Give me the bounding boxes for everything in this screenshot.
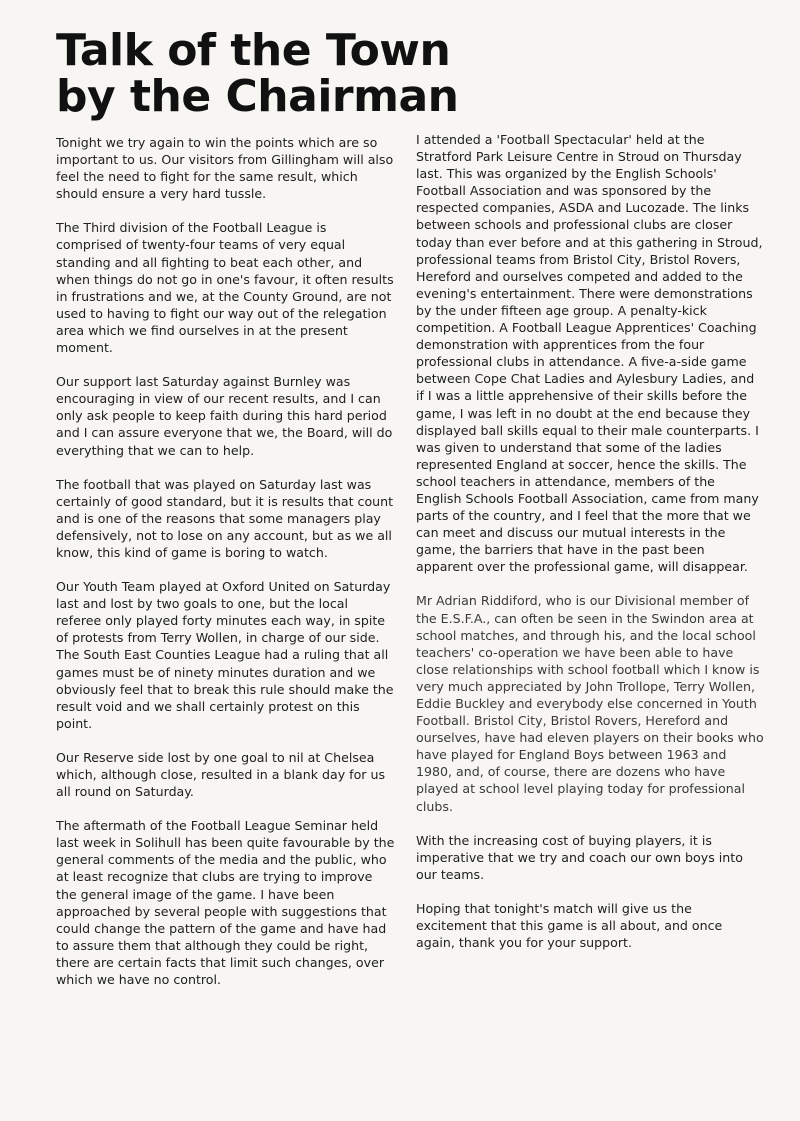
title-line-2: by the Chairman (56, 71, 459, 122)
paragraph: Our support last Saturday against Burnley was encouraging in view of our recent results, and I can only ask people to keep faith during this hard period and I can assure everyone that we, the Board, will do everything that we can to help. (56, 374, 393, 458)
paragraph: Our Youth Team played at Oxford United on Saturday last and lost by two goals to one, but the local referee only played forty minutes each way, in spite of protests from Terry Wollen, in charge of our side. The South East Counties League had a ruling that all games must be of ninety minutes duration and we obviously feel that to break this rule should make the result void and we shall certainly protest on this point. (56, 579, 394, 731)
page-title (56, 25, 576, 122)
paragraph: The football that was played on Saturday last was certainly of good standard, but it is results that count and is one of the reasons that some managers play defensively, not to lose on any account, but as we all know, this kind of game is boring to watch. (56, 476, 394, 560)
paragraph: Hoping that tonight's match will give us the excitement that this game is all about, and once again, thank you for your support. (416, 900, 723, 951)
left-column (56, 134, 396, 1005)
paragraph: With the increasing cost of buying players, it is imperative that we try and coach our own boys into our teams. (416, 832, 743, 882)
title-line-1: Talk of the Town (56, 25, 451, 76)
right-column (416, 131, 764, 968)
paragraph: The Third division of the Football League is comprised of twenty-four teams of very equal standing and all fighting to beat each other, and when things do not go in one's favour, it often results in frustrations and we, at the County Ground, are not used to having to fight our way out of the relegation area which we find ourselves in at the present moment. (56, 220, 394, 356)
paragraph: I attended a 'Football Spectacular' held at the Stratford Park Leisure Centre in Stroud on Thursday last. This was organized by the English Schools' Football Association and was sponsored by the respected companies, ASDA and Lucozade. The links between schools and professional clubs are closer today than ever before and at this gathering in Stroud, professional teams from Bristol City, Bristol Rovers, Hereford and ourselves competed and added to the evening's entertainment. There were demonstrations by the under fifteen age group. A penalty-kick competition. A Football League Apprentices' Coaching demonstration with apprentices from the four professional clubs in attendance. A five-a-side game between Cope Chat Ladies and Aylesbury Ladies, and if I was a little apprehensive of their skills before the game, I was left in no doubt at the end because they displayed ball skills equal to their male counterparts. I was given to understand that some of the ladies represented England at soccer, hence the skills. The school teachers in attendance, members of the English Schools Football Association, came from many parts of the country, and I feel that the more that we can meet and discuss our mutual interests in the game, the barriers that have in the past been apparent over the professional game, will disappear. (416, 132, 763, 575)
paragraph: Our Reserve side lost by one goal to nil at Chelsea which, although close, resulted in a blank day for us all round on Saturday. (56, 749, 386, 800)
paragraph: Mr Adrian Riddiford, who is our Divisional member of the E.S.F.A., can often be seen in the Swindon area at school matches, and through his, and the local school teachers' co-operation we have been able to have close relationships with school football which I know is very much appreciated by John Trollope, Terry Wollen, Eddie Buckley and everybody else concerned in Youth Football. Bristol City, Bristol Rovers, Hereford and ourselves, have had eleven players on their books who have played for England Boys between 1963 and 1980, and, of course, there are dozens who have played at school level playing today for professional clubs. (416, 593, 764, 814)
paragraph: The aftermath of the Football League Seminar held last week in Solihull has been quite favourable by the general comments of the media and the public, who at least recognize that clubs are trying to improve the general image of the game. I have been approached by several people with suggestions that could change the pattern of the game and have had to assure them that although they could be right, there are certain facts that limit such changes, over which we have no control. (56, 818, 395, 988)
paragraph: Tonight we try again to win the points which are so important to us. Our visitors from Gillingham will also feel the need to fight for the same result, which should ensure a very hard tussle. (56, 135, 394, 202)
